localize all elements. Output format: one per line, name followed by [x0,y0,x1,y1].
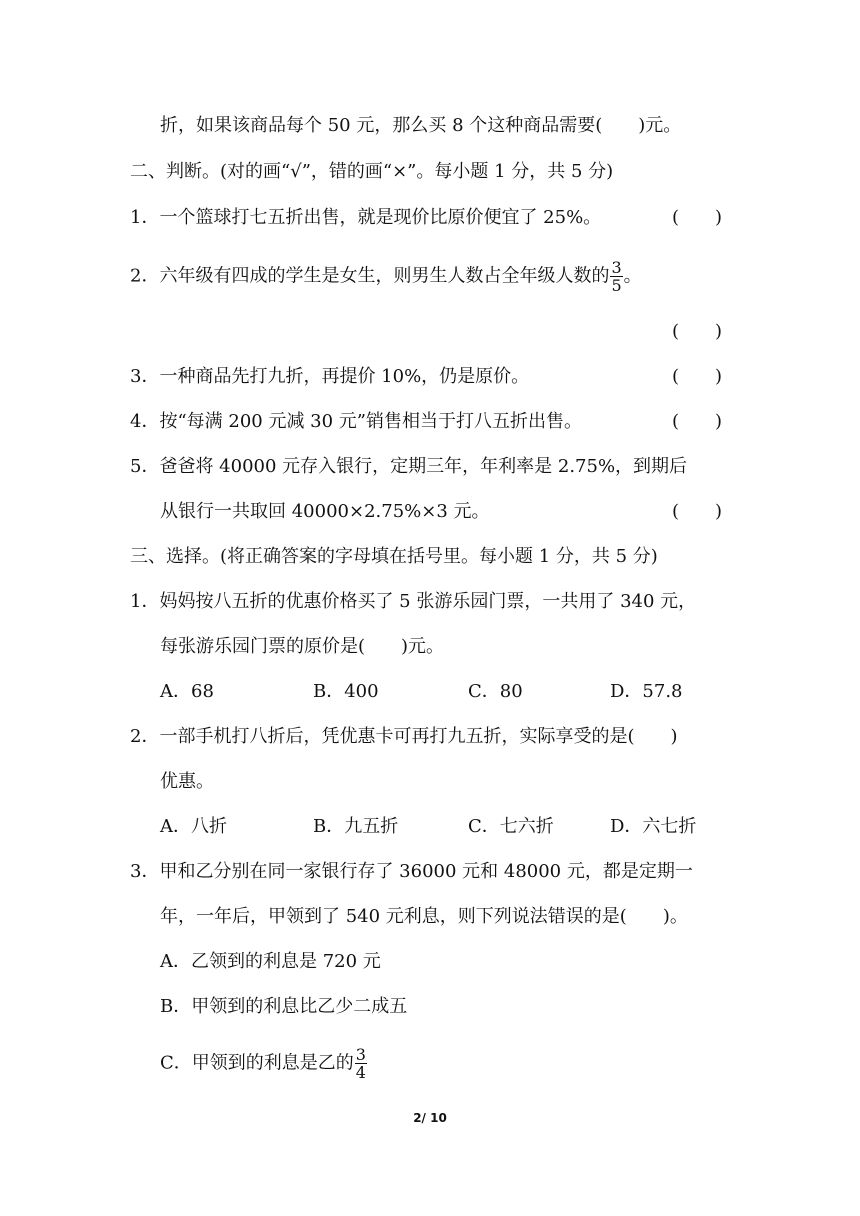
fraction [355,1046,367,1081]
question-end-punctuation: 。 [623,265,642,287]
answer-blank[interactable]: ( ) [672,366,723,387]
choice-question-1-line2: 每张游乐园门票的原价是( )元。 [160,636,445,657]
option-a: A．68 [160,681,214,702]
choice-question-3-line1: 3．甲和乙分别在同一家银行存了 36000 元和 48000 元，都是定期一 [130,861,693,882]
choice-question-2-line2: 优惠。 [160,771,214,792]
option-text: C．甲领到的利息是乙的 [160,1052,354,1074]
answer-blank[interactable]: ( ) [672,411,723,432]
judgment-question-2 [130,259,642,294]
judgment-question-1: 1．一个篮球打七五折出售，就是现价比原价便宜了 25%。 [130,207,602,228]
answer-blank[interactable]: ( ) [672,501,723,522]
option-b: B．400 [313,681,379,702]
choice-question-2-line1: 2．一部手机打八折后，凭优惠卡可再打九五折，实际享受的是( ) [130,726,678,747]
choice-question-3-line2: 年，一年后，甲领到了 540 元利息，则下列说法错误的是( )。 [160,906,688,927]
answer-blank[interactable]: ( ) [672,207,723,228]
judgment-question-5-line1: 5．爸爸将 40000 元存入银行，定期三年，年利率是 2.75%，到期后 [130,456,688,477]
judgment-question-5-line2: 从银行一共取回 40000×2.75%×3 元。 [160,501,490,522]
judgment-question-4: 4．按“每满 200 元减 30 元”销售相当于打八五折出售。 [130,411,583,432]
option-d: D．57.8 [610,681,683,702]
fraction-denominator: 5 [611,276,622,295]
choice-question-1-line1: 1．妈妈按八五折的优惠价格买了 5 张游乐园门票，一共用了 340 元， [130,591,697,612]
section-heading-judgment: 二、判断。(对的画“√”，错的画“×”。每小题 1 分，共 5 分) [130,161,614,182]
previous-question-continuation: 折，如果该商品每个 50 元，那么买 8 个这种商品需要( )元。 [160,115,682,136]
option-c: C．80 [468,681,523,702]
question-text: 2．六年级有四成的学生是女生，则男生人数占全年级人数的 [130,265,610,287]
fraction-numerator: 3 [355,1045,366,1064]
page-number: 2/ 10 [413,1111,447,1125]
option-a: A．乙领到的利息是 720 元 [160,951,381,972]
option-a: A．八折 [160,816,227,837]
option-c: C．七六折 [468,816,554,837]
answer-blank[interactable]: ( ) [672,321,723,342]
option-c [160,1046,368,1081]
option-b: B．九五折 [313,816,399,837]
section-heading-choice: 三、选择。(将正确答案的字母填在括号里。每小题 1 分，共 5 分) [130,546,658,567]
fraction [610,259,622,294]
fraction-denominator: 4 [355,1063,366,1082]
option-b: B．甲领到的利息比乙少二成五 [160,996,408,1017]
judgment-question-3: 3．一种商品先打九折，再提价 10%，仍是原价。 [130,366,530,387]
fraction-numerator: 3 [611,258,622,277]
option-d: D．六七折 [610,816,697,837]
